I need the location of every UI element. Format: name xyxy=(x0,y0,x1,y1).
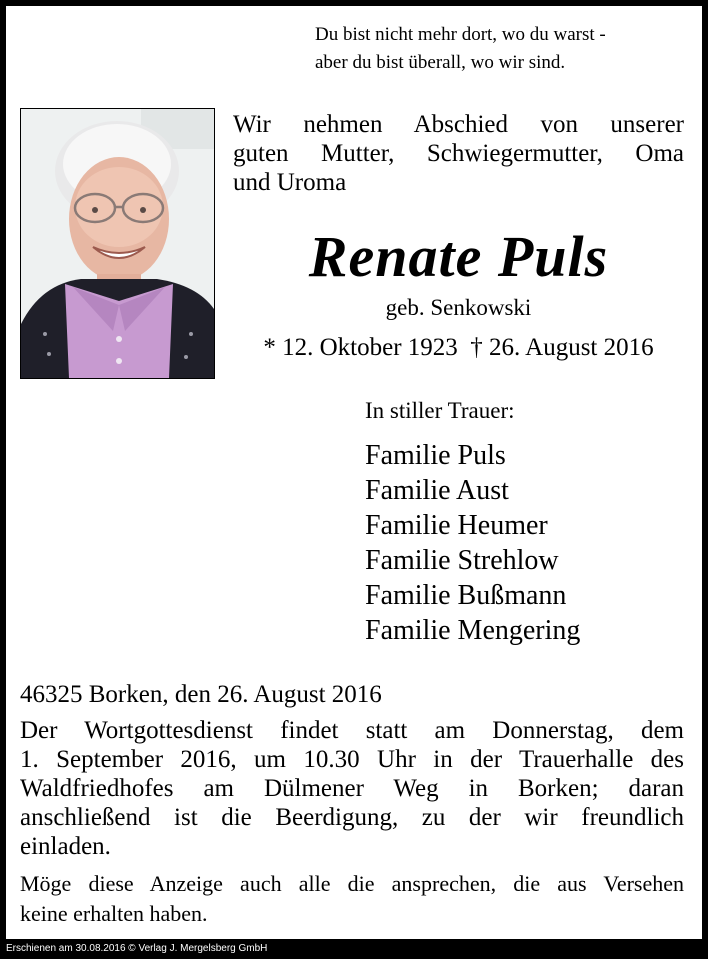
mourning-heading: In stiller Trauer: xyxy=(365,398,515,423)
life-dates xyxy=(233,333,684,363)
death-date: † 26. August 2016 xyxy=(470,334,654,361)
note-line-2: keine erhalten haben. xyxy=(20,901,208,926)
family-list xyxy=(365,438,580,648)
funeral-service-text xyxy=(20,716,684,861)
family-item: Familie Strehlow xyxy=(365,545,559,576)
intro-line-1: Wir nehmen Abschied von unserer xyxy=(233,111,684,138)
birth-name: geb. Senkowski xyxy=(385,295,532,320)
birth-date: * 12. Oktober 1923 xyxy=(263,334,458,361)
note-line-1: Möge diese Anzeige auch alle die ansprechen, die aus Versehen xyxy=(20,871,684,896)
farewell-intro xyxy=(233,110,684,197)
service-line-2: 1. September 2016, um 10.30 Uhr in der Trauerhalle des xyxy=(20,746,684,773)
quote-line-2: aber du bist überall, wo wir sind. xyxy=(315,52,566,73)
service-line-1: Der Wortgottesdienst findet statt am Donnerstag, dem xyxy=(20,717,684,744)
quote-line-1: Du bist nicht mehr dort, wo du warst - xyxy=(315,24,606,45)
closing-note xyxy=(20,869,684,929)
family-item: Familie Aust xyxy=(365,475,509,506)
family-item: Familie Puls xyxy=(365,440,506,471)
service-line-5: einladen. xyxy=(20,833,111,860)
service-line-4: anschließend ist die Beerdigung, zu der wir freundlich xyxy=(20,804,684,831)
intro-line-2: guten Mutter, Schwiegermutter, Oma xyxy=(233,140,684,167)
deceased-name: Renate Puls xyxy=(308,224,609,289)
family-item: Familie Mengering xyxy=(365,615,581,646)
family-item: Familie Heumer xyxy=(365,510,548,541)
obituary-notice xyxy=(6,6,702,939)
intro-line-3: und Uroma xyxy=(233,169,347,196)
service-line-3: Waldfriedhofes am Dülmener Weg in Borken; daran xyxy=(20,775,684,802)
family-item: Familie Bußmann xyxy=(365,580,567,611)
portrait-photo-icon xyxy=(21,109,214,378)
publication-footer: Erschienen am 30.08.2016 © Verlag J. Mergelsberg GmbH xyxy=(6,943,268,954)
portrait-photo xyxy=(20,108,215,379)
place-and-date: 46325 Borken, den 26. August 2016 xyxy=(20,681,382,708)
